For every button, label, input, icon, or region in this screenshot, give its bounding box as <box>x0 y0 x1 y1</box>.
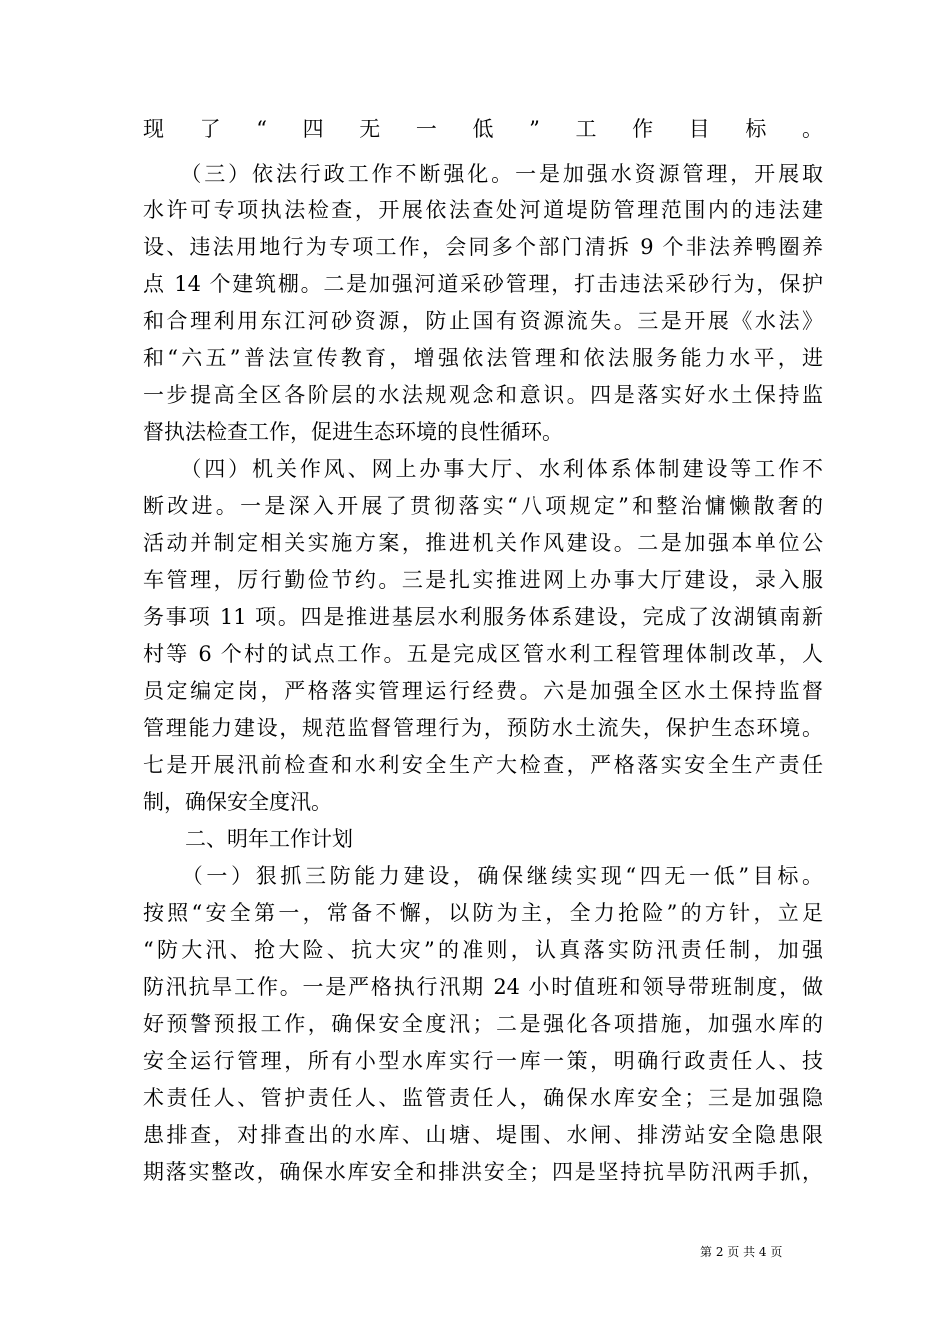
text-line: 断改进。一是深入开展了贯彻落实“八项规定”和整治慵懒散奢的 <box>143 494 823 518</box>
text-line: 水许可专项执法检查，开展依法查处河道堤防管理范围内的违法建 <box>143 198 823 222</box>
text-line: 村等 6 个村的试点工作。五是完成区管水利工程管理体制改革，人 <box>143 642 823 666</box>
text-line: 现了“四无一低”工作目标。 <box>143 117 823 141</box>
text-line: （一）狠抓三防能力建设，确保继续实现“四无一低”目标。 <box>143 864 823 888</box>
text-line: 车管理，厉行勤俭节约。三是扎实推进网上办事大厅建设，录入服 <box>143 568 823 592</box>
text-line: 好预警预报工作，确保安全度汛；二是强化各项措施，加强水库的 <box>143 1012 823 1036</box>
page-number: 第 2 页 共 4 页 <box>700 1245 783 1259</box>
text-line: （四）机关作风、网上办事大厅、水利体系体制建设等工作不 <box>143 457 823 481</box>
text-line: 制，确保安全度汛。 <box>143 790 332 814</box>
text-line: 员定编定岗，严格落实管理运行经费。六是加强全区水土保持监督 <box>143 679 823 703</box>
text-line: 术责任人、管护责任人、监管责任人，确保水库安全；三是加强隐 <box>143 1086 823 1110</box>
text-line: 一步提高全区各阶层的水法规观念和意识。四是落实好水土保持监 <box>143 383 823 407</box>
text-line: 按照“安全第一，常备不懈，以防为主，全力抢险”的方针，立足 <box>143 901 823 925</box>
text-line: 活动并制定相关实施方案，推进机关作风建设。二是加强本单位公 <box>143 531 823 555</box>
text-line: 和合理利用东江河砂资源，防止国有资源流失。三是开展《水法》 <box>143 309 823 333</box>
text-line: 点 14 个建筑棚。二是加强河道采砂管理，打击违法采砂行为，保护 <box>143 272 823 296</box>
text-line: 防汛抗旱工作。一是严格执行汛期 24 小时值班和领导带班制度，做 <box>143 975 823 999</box>
text-line: 期落实整改，确保水库安全和排洪安全；四是坚持抗旱防汛两手抓， <box>143 1160 823 1184</box>
text-line: 督执法检查工作，促进生态环境的良性循环。 <box>143 420 563 444</box>
text-line: 安全运行管理，所有小型水库实行一库一策，明确行政责任人、技 <box>143 1049 823 1073</box>
text-line: 七是开展汛前检查和水利安全生产大检查，严格落实安全生产责任 <box>143 753 823 777</box>
text-line: （三）依法行政工作不断强化。一是加强水资源管理，开展取 <box>143 162 823 186</box>
text-line: 患排查，对排查出的水库、山塘、堤围、水闸、排涝站安全隐患限 <box>143 1123 823 1147</box>
text-line: 和“六五”普法宣传教育，增强依法管理和依法服务能力水平，进 <box>143 346 823 370</box>
text-line: “防大汛、抢大险、抗大灾”的准则，认真落实防汛责任制，加强 <box>143 938 823 962</box>
text-line: 设、违法用地行为专项工作，会同多个部门清拆 9 个非法养鸭圈养 <box>143 235 823 259</box>
text-line: 务事项 11 项。四是推进基层水利服务体系建设，完成了汝湖镇南新 <box>143 605 823 629</box>
section-heading: 二、明年工作计划 <box>143 827 353 851</box>
text-line: 管理能力建设，规范监督管理行为，预防水土流失，保护生态环境。 <box>143 716 823 740</box>
